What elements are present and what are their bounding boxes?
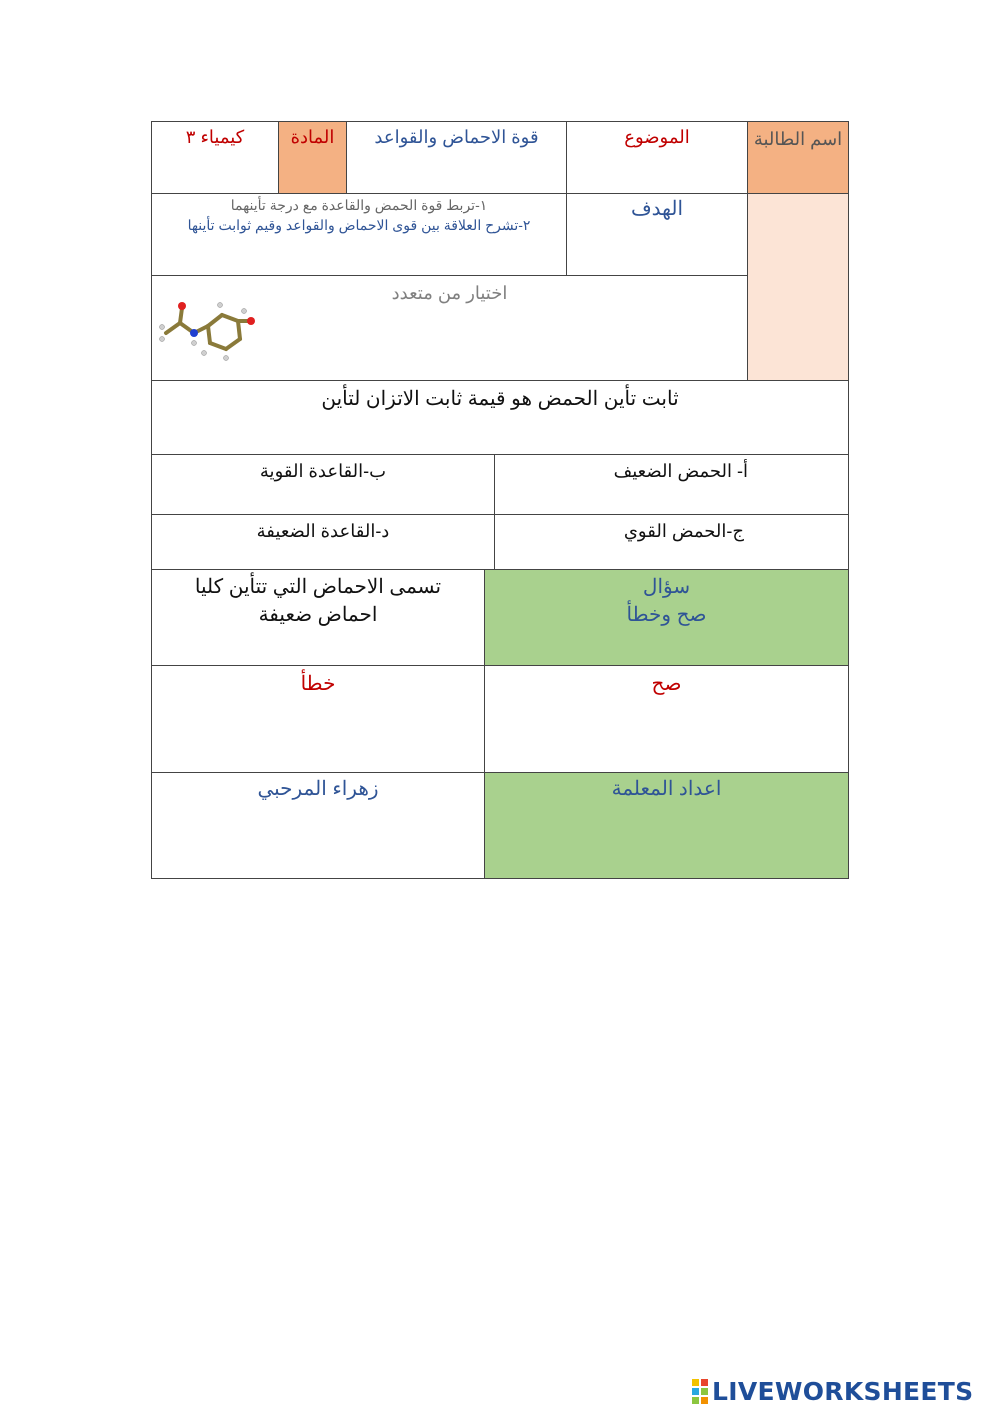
goal-label-cell [566,193,748,276]
goal-line-2: ٢-تشرح العلاقة بين قوى الاحماض والقواعد وقيم ثوابت تأينها [187,217,531,233]
logo-mark-icon [692,1379,708,1404]
mcq-stem-cell [151,380,849,455]
option-d-label: د-القاعدة الضعيفة [256,521,390,541]
student-name-label: اسم الطالبة [753,129,843,149]
option-c-label: ج-الحمض القوي [623,521,744,541]
true-false-statement-cell [151,569,485,666]
teacher-name: زهراء المرحبي [257,778,379,800]
topic-label-cell [566,121,748,194]
goal-line-1: ١-تربط قوة الحمض والقاعدة مع درجة تأينهما [230,197,488,213]
topic-value-cell [346,121,567,194]
topic-label: الموضوع [624,127,690,147]
option-b-label: ب-القاعدة القوية [259,461,387,481]
false-option[interactable] [151,665,485,773]
prepared-by-cell [484,772,849,879]
false-option-label: خطأ [300,673,336,695]
molecule-image [158,293,258,365]
option-a-label: أ- الحمض الضعيف [613,461,748,481]
true-option-label: صح [651,673,682,695]
prepared-by-label: اعداد المعلمة [611,778,722,800]
student-name-label-cell [747,121,849,194]
subject-value: كيمياء ٣ [185,127,245,147]
true-false-label-line-2: صح وخطأ [626,604,707,626]
true-false-statement-line-1: تسمى الاحماض التي تتأين كليا [194,576,442,598]
logo-text: LIVEWORKSHEETS [712,1376,974,1406]
option-c[interactable] [494,514,849,570]
true-false-label-line-1: سؤال [642,576,691,598]
topic-value: قوة الاحماض والقواعد [374,127,539,147]
question-type: اختيار من متعدد [391,283,508,303]
goal-label: الهدف [630,198,684,220]
true-false-statement-line-2: احماض ضعيفة [258,604,378,626]
teacher-name-cell [151,772,485,879]
goal-text-cell [151,193,567,276]
liveworksheets-logo [692,1376,973,1406]
student-name-input[interactable] [747,193,849,381]
option-d[interactable] [151,514,495,570]
mcq-stem: ثابت تأين الحمض هو قيمة ثابت الاتزان لتأين [321,388,679,410]
true-false-label-cell [484,569,849,666]
option-a[interactable] [494,454,849,515]
subject-value-cell [151,121,279,194]
option-b[interactable] [151,454,495,515]
subject-label-cell [278,121,347,194]
true-option[interactable] [484,665,849,773]
subject-label: المادة [290,127,335,147]
